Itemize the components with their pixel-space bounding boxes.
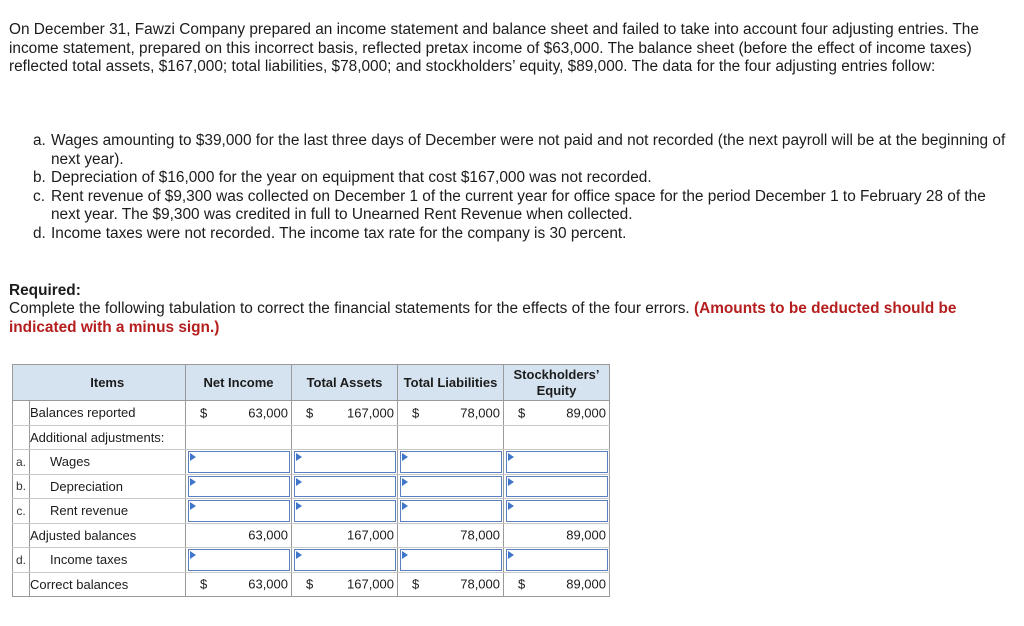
income-taxes-row [13, 548, 610, 573]
entry-b [33, 169, 1018, 188]
required-heading: Required: [9, 282, 81, 299]
total-assets-value: 167,000 [347, 405, 394, 421]
dollar-sign: $ [518, 576, 526, 592]
stockholders-equity-value: 89,000 [566, 527, 606, 543]
total-liabilities-cell [398, 401, 504, 426]
entry-d [33, 225, 1018, 244]
rent-revenue-total-assets-input[interactable] [294, 500, 396, 522]
depreciation-row [13, 474, 610, 499]
entry-text: Depreciation of $16,000 for the year on equipment that cost $167,000 was not recorded. [51, 169, 652, 186]
row-label: Adjusted balances [30, 523, 186, 548]
total-liabilities-value: 78,000 [460, 527, 500, 543]
dollar-sign: $ [200, 405, 208, 421]
depreciation-total-assets-input[interactable] [294, 476, 396, 498]
required-note: (Amounts to be deducted should be indicated with a minus sign.) [9, 300, 957, 336]
entry-letter: d. [33, 224, 46, 242]
row-label: Income taxes [30, 548, 186, 573]
row-label: Depreciation [30, 474, 186, 499]
income-taxes-net-income-input[interactable] [188, 549, 290, 571]
entry-text: Income taxes were not recorded. The income tax rate for the company is 30 percent. [51, 224, 627, 242]
net-income-value: 63,000 [248, 527, 288, 543]
dollar-sign: $ [518, 405, 526, 421]
dollar-sign: $ [306, 405, 314, 421]
correct-balances-row [13, 572, 610, 597]
total-liabilities-value: 78,000 [460, 576, 500, 592]
entry-c [33, 188, 1018, 225]
stockholders-equity-cell [504, 401, 610, 426]
net-income-cell [186, 401, 292, 426]
adjusted-balances-row [13, 523, 610, 548]
rent-revenue-total-liabilities-input[interactable] [400, 500, 502, 522]
total-assets-value: 167,000 [347, 527, 394, 543]
entry-letter: b. [33, 169, 46, 186]
table-header-row [13, 365, 610, 401]
row-letter: a. [13, 450, 30, 475]
row-label: Balances reported [30, 401, 186, 426]
adjusting-entries-list [33, 132, 1018, 243]
wages-row [13, 450, 610, 475]
stockholders-equity-value: 89,000 [566, 576, 606, 592]
letter-header [13, 365, 30, 401]
balances-reported-row [13, 401, 610, 426]
row-label: Wages [30, 450, 186, 475]
total-assets-header: Total Assets [292, 365, 398, 401]
row-label: Correct balances [30, 572, 186, 597]
income-taxes-stockholders-equity-input[interactable] [506, 549, 608, 571]
row-label: Additional adjustments: [30, 425, 186, 450]
wages-total-liabilities-input[interactable] [400, 451, 502, 473]
wages-total-assets-input[interactable] [294, 451, 396, 473]
rent-revenue-row [13, 499, 610, 524]
depreciation-stockholders-equity-input[interactable] [506, 476, 608, 498]
correction-tabulation [12, 364, 610, 597]
income-taxes-total-liabilities-input[interactable] [400, 549, 502, 571]
row-label: Rent revenue [30, 499, 186, 524]
required-instructions [9, 300, 1014, 337]
additional-adjustments-row [13, 425, 610, 450]
row-letter: c. [13, 499, 30, 524]
required-text: Complete the following tabulation to correct the financial statements for the effects of the four errors. [9, 300, 690, 317]
dollar-sign: $ [412, 576, 420, 592]
wages-stockholders-equity-input[interactable] [506, 451, 608, 473]
entry-text: Rent revenue of $9,300 was collected on December 1 of the current year for office space for the period December 1 to February 28 of the next year. The $9,300 was credited in full to Unearned Rent Revenue when collected. [51, 187, 986, 223]
total-assets-value: 167,000 [347, 576, 394, 592]
entry-text: Wages amounting to $39,000 for the last three days of December were not paid and not recorded (the next payroll will be at the beginning of next year). [51, 132, 1006, 168]
dollar-sign: $ [306, 576, 314, 592]
income-taxes-total-assets-input[interactable] [294, 549, 396, 571]
dollar-sign: $ [200, 576, 208, 592]
problem-intro: On December 31, Fawzi Company prepared an income statement and balance sheet and failed to take into account four adjusting entries. The income statement, prepared on this incorrect basis, reflected pretax income of $63,000. The balance sheet (before the effect of income taxes) reflected total assets, $167,000; total liabilities, $78,000; and stockholders’ equity, $89,000. The data for the four adjusting entries follow: [9, 21, 979, 75]
entry-a [33, 132, 1018, 169]
depreciation-total-liabilities-input[interactable] [400, 476, 502, 498]
rent-revenue-net-income-input[interactable] [188, 500, 290, 522]
depreciation-net-income-input[interactable] [188, 476, 290, 498]
stockholders-equity-header: Stockholders’ Equity [504, 365, 610, 401]
entry-letter: c. [33, 187, 45, 205]
total-liabilities-header: Total Liabilities [398, 365, 504, 401]
total-assets-cell [292, 401, 398, 426]
net-income-value: 63,000 [248, 405, 288, 421]
stockholders-equity-value: 89,000 [566, 405, 606, 421]
items-header: Items [30, 365, 186, 401]
net-income-value: 63,000 [248, 576, 288, 592]
wages-net-income-input[interactable] [188, 451, 290, 473]
rent-revenue-stockholders-equity-input[interactable] [506, 500, 608, 522]
row-letter: b. [13, 474, 30, 499]
net-income-header: Net Income [186, 365, 292, 401]
total-liabilities-value: 78,000 [460, 405, 500, 421]
entry-letter: a. [33, 132, 46, 149]
row-letter: d. [13, 548, 30, 573]
dollar-sign: $ [412, 405, 420, 421]
